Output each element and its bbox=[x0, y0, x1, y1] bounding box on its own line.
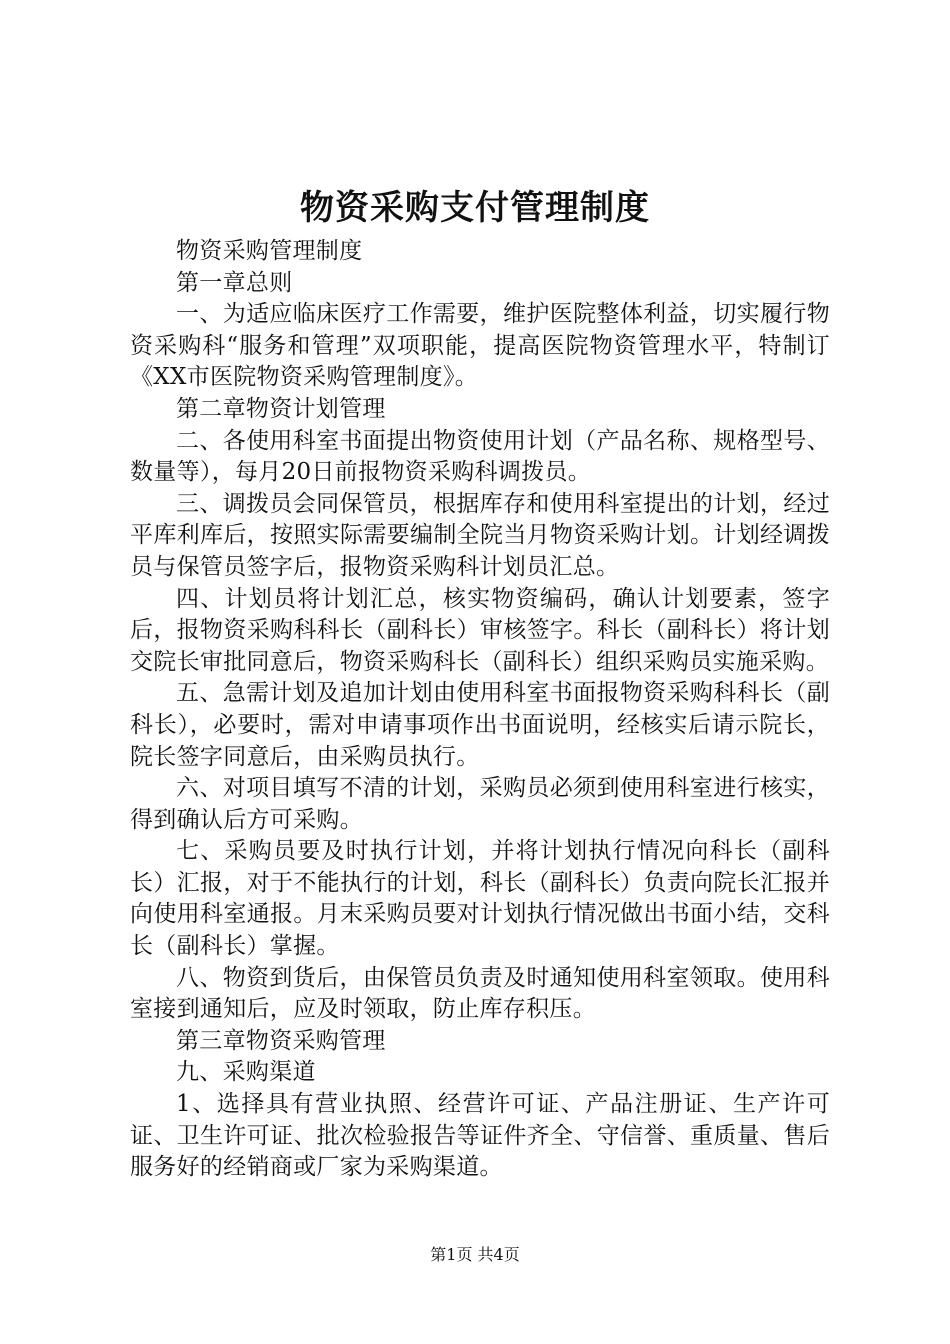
paragraph: 六、对项目填写不清的计划，采购员必须到使用科室进行核实，得到确认后方可采购。 bbox=[130, 775, 830, 833]
document-title: 物资采购支付管理制度 bbox=[300, 188, 650, 228]
paragraph: 第三章物资采购管理 bbox=[176, 1027, 386, 1054]
paragraph: 七、采购员要及时执行计划，并将计划执行情况向科长（副科长）汇报，对于不能执行的计划，科长（副科长）负责向院长汇报并向使用科室通报。月末采购员要对计划执行情况做出书面小结，交科长（副科长）掌握。 bbox=[130, 838, 830, 960]
paragraph: 九、采购渠道 bbox=[176, 1059, 316, 1086]
paragraph: 1、选择具有营业执照、经营许可证、产品注册证、生产许可证、卫生许可证、批次检验报告等证件齐全、守信誉、重质量、售后服务好的经销商或厂家为采购渠道。 bbox=[130, 1091, 830, 1181]
page-footer: 第1页 共4页 bbox=[430, 1245, 520, 1264]
document-body bbox=[130, 236, 830, 1184]
paragraph: 第二章物资计划管理 bbox=[176, 395, 386, 422]
paragraph: 一、为适应临床医疗工作需要，维护医院整体利益，切实履行物资采购科“服务和管理”双项职能，提高医院物资管理水平，特制订《XX市医院物资采购管理制度》。 bbox=[130, 301, 830, 391]
paragraph: 五、急需计划及追加计划由使用科室书面报物资采购科科长（副科长），必要时，需对申请事项作出书面说明，经核实后请示院长，院长签字同意后，由采购员执行。 bbox=[130, 680, 830, 770]
paragraph: 二、各使用科室书面提出物资使用计划（产品名称、规格型号、数量等），每月20日前报物资采购科调拨员。 bbox=[130, 427, 830, 486]
paragraph: 八、物资到货后，由保管员负责及时通知使用科室领取。使用科室接到通知后，应及时领取，防止库存积压。 bbox=[130, 964, 830, 1023]
paragraph: 四、计划员将计划汇总，核实物资编码，确认计划要素，签字后，报物资采购科科长（副科长）审核签字。科长（副科长）将计划交院长审批同意后，物资采购科长（副科长）组织采购员实施采购。 bbox=[130, 585, 830, 675]
paragraph: 物资采购管理制度 bbox=[176, 238, 363, 264]
paragraph: 第一章总则 bbox=[176, 269, 293, 296]
paragraph: 三、调拨员会同保管员，根据库存和使用科室提出的计划，经过平库利库后，按照实际需要编制全院当月物资采购计划。计划经调拨员与保管员签字后，报物资采购科计划员汇总。 bbox=[130, 490, 830, 580]
